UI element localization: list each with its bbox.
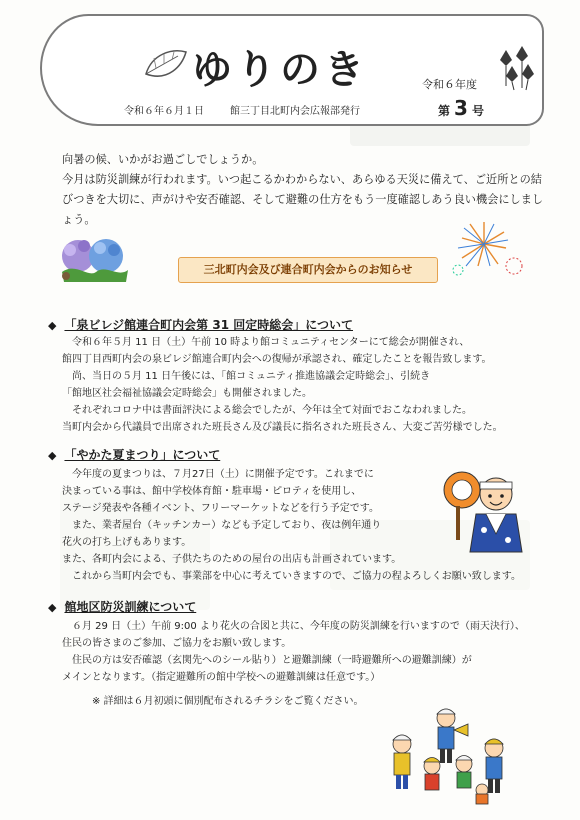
section-disaster-drill-heading — [48, 598, 196, 615]
evacuation-drill-illustration — [372, 704, 522, 810]
paragraph: また、各町内会による、子供たちのための屋台の出店も計画されています。 — [62, 554, 402, 565]
issue-number-value: 3 — [454, 96, 468, 120]
paragraph: 令和６年５月 11 日（土）午前 10 時より館コミュニティセンターにて総会が開催され、 — [72, 337, 470, 348]
masthead — [40, 14, 544, 126]
section-summer-festival-body — [62, 466, 521, 585]
notice-banner: 三北町内会及び連合町内会からのお知らせ — [178, 257, 438, 283]
section-title: 「泉ビレジ館連合町内会第 31 回定時総会」について — [64, 318, 353, 332]
paragraph: また、業者屋台（キッチンカー）なども予定しており、夜は例年通り — [72, 520, 382, 531]
section-summer-festival-heading — [48, 446, 220, 463]
intro-greeting: 向暑の候、いかがお過ごしでしょうか。 — [62, 153, 264, 166]
paragraph: 決まっている事は、館中学校体育館・駐車場・ピロティを使用し、 — [62, 486, 362, 497]
intro-message: 今月は防災訓練が行われます。いつ起こるかわからない、あらゆる天災に備えて、ご近所との結びつきを大切に、声がけや安否確認、そして避難の仕方をもう一度確認しあう良い機会にしましょう。 — [62, 173, 544, 226]
paragraph: ６月 29 日（土）午前 9:00 より花火の合図と共に、今年度の防災訓練を行いますので（雨天決行）、 — [72, 621, 525, 632]
diamond-bullet-icon: ◆ — [48, 601, 57, 614]
fiscal-year: 令和６年度 — [422, 78, 477, 91]
publisher: 館三丁目北町内会広報部発行 — [230, 106, 360, 117]
paragraph: 「館地区社会福祉協議会定時総会」も開催されました。 — [62, 388, 312, 399]
issue-number — [438, 96, 484, 120]
section-title: 館地区防災訓練について — [64, 600, 197, 614]
paragraph: 今年度の夏まつりは、７月27日（土）に開催予定です。これまでに — [72, 469, 374, 480]
diamond-bullet-icon: ◆ — [48, 319, 57, 332]
issue-suffix: 号 — [471, 104, 484, 118]
flyer-note: ※ 詳細は６月初頭に個別配布されるチラシをご覧ください。 — [92, 696, 364, 707]
paragraph: 館四丁目西町内会の泉ビレジ館連合町内会への復帰が承認され、確定したことを報告致します。 — [62, 354, 492, 365]
section-general-meeting-body — [62, 334, 538, 436]
fireworks-illustration — [448, 218, 528, 282]
section-general-meeting-heading — [48, 316, 353, 333]
paragraph: これから当町内会でも、事業部を中心に考えていきますので、ご協力の程よろしくお願い致します。 — [72, 571, 521, 582]
festival-child-illustration — [440, 460, 530, 564]
hydrangea-illustration — [56, 232, 132, 288]
newsletter-title: ゆりのき — [192, 46, 368, 93]
paragraph: それぞれコロナ中は書面評決による総会でしたが、今年は全て対面でおこなわれました。 — [72, 405, 472, 416]
paragraph: 住民の方は安否確認（玄関先へのシール貼り）と避難訓練（一時避難所への避難訓練）が — [72, 655, 472, 666]
issue-date: 令和６年６月１日 — [124, 106, 204, 117]
paragraph: メインとなります。（指定避難所の館中学校への避難訓練は任意です。） — [62, 672, 381, 683]
paragraph: 尚、当日の５月 11 日午後には、「館コミュニティ推進協議会定時総会」、引続き — [72, 371, 431, 382]
paragraph: 当町内会から代議員で出席された班長さん及び議長に指名された班長さん、大変ご苦労様でした。 — [62, 422, 503, 433]
section-title: 「やかた夏まつり」について — [64, 448, 221, 462]
tulip-tree-leaves-icon — [492, 46, 540, 96]
paragraph: 住民の皆さまのご参加、ご協力をお願い致します。 — [62, 638, 292, 649]
paragraph: ステージ発表や各種イベント、フリーマーケットなどを行う予定です。 — [62, 503, 379, 514]
issue-prefix: 第 — [438, 104, 451, 118]
paragraph: 花火の打ち上げもあります。 — [62, 537, 192, 548]
diamond-bullet-icon: ◆ — [48, 449, 57, 462]
leaf-icon — [142, 44, 190, 90]
section-disaster-drill-body — [62, 618, 538, 686]
